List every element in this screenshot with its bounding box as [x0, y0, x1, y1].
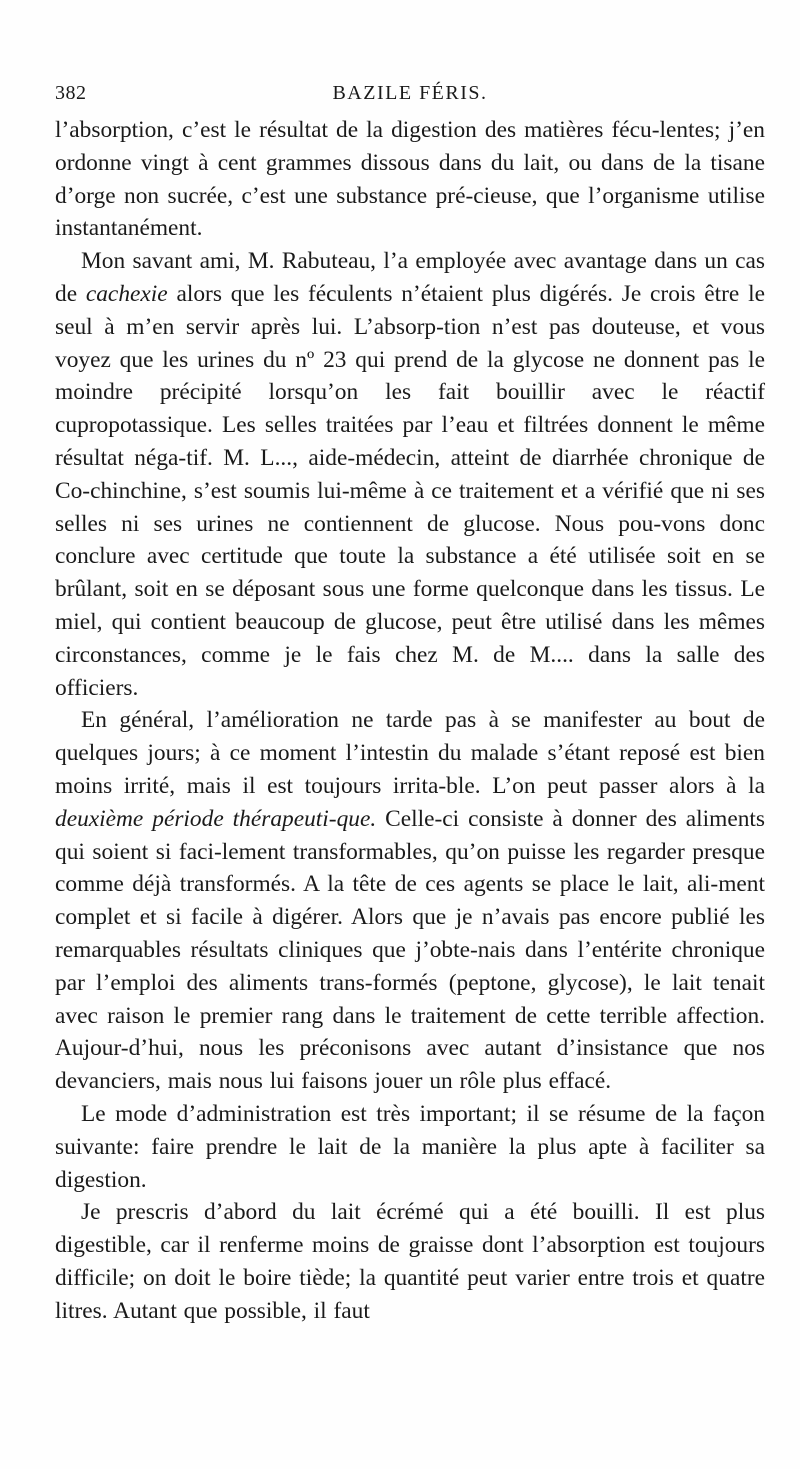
- running-title: BAZILE FÉRIS.: [332, 82, 488, 104]
- italic-term: cachexie: [85, 280, 168, 307]
- paragraph: [55, 245, 765, 704]
- italic-term: deuxième période thérapeuti-que.: [55, 805, 377, 832]
- paragraph: [55, 114, 765, 245]
- page-number: 382: [55, 82, 87, 104]
- paragraph-text: l’absorption, c’est le résultat de la digestion des matières fécu-lentes; j’en ordonne vingt à cent grammes dissous dans du lait, ou dans de la tisane d’orge non sucrée, c’est une substance pré-cieuse, que l’organisme utilise instantanément.: [55, 117, 765, 242]
- paragraph-text: Mon savant ami, M. Rabuteau, l’a employée avec avantage dans un cas de: [55, 248, 765, 307]
- body-text: [55, 114, 765, 1327]
- paragraph-text: En général, l’amélioration ne tarde pas à se manifester au bout de quelques jours; à ce moment l’intestin du malade s’étant reposé est bien moins irrité, mais il est toujours irrita-ble. L’on peut passer alors à la: [55, 707, 765, 799]
- paragraph: [55, 1098, 765, 1196]
- paragraph: [55, 704, 765, 1098]
- paragraph-text: alors que les féculents n’étaient plus digérés. Je crois être le seul à m’en servir après lui. L’absorp-tion n’est pas douteuse, et vous voyez que les urines du nº 23 qui prend de la glycose ne donnent pas le moindre précipité lorsqu’on les fait bouillir avec le réactif cupropotassique. Les selles traitées par l’eau et filtrées donnent le même résultat néga-tif. M. L..., aide-médecin, atteint de diarrhée chronique de Co-chinchine, s’est soumis lui-même à ce traitement et a vérifié que ni ses selles ni ses urines ne contiennent de glucose. Nous pou-vons donc conclure avec certitude que toute la substance a été utilisée soit en se brûlant, soit en se déposant sous une forme quelconque dans les tissus. Le miel, qui contient beaucoup de glucose, peut être utilisé dans les mêmes circonstances, comme je le fais chez M. de M.... dans la salle des officiers.: [55, 280, 765, 701]
- paragraph-text: Celle-ci consiste à donner des aliments qui soient si faci-lement transformables, qu’on puisse les regarder presque comme déjà transformés. A la tête de ces agents se place le lait, ali-ment complet et si facile à digérer. Alors que je n’avais pas encore publié les remarquables résultats cliniques que j’obte-nais dans l’entérite chronique par l’emploi des aliments trans-formés (peptone, glycose), le lait tenait avec raison le premier rang dans le traitement de cette terrible affection. Aujour-d’hui, nous les préconisons avec autant d’insistance que nos devanciers, mais nous lui faisons jouer un rôle plus effacé.: [55, 805, 765, 1095]
- paragraph-text: Le mode d’administration est très important; il se résume de la façon suivante: faire prendre le lait de la manière la plus apte à faciliter sa digestion.: [55, 1100, 765, 1193]
- paragraph: [55, 1196, 765, 1327]
- running-head: [55, 82, 765, 112]
- paragraph-text: Je prescris d’abord du lait écrémé qui a été bouilli. Il est plus digestible, car il renferme moins de graisse dont l’absorption est toujours difficile; on doit le boire tiède; la quantité peut varier entre trois et quatre litres. Autant que possible, il faut: [55, 1199, 765, 1324]
